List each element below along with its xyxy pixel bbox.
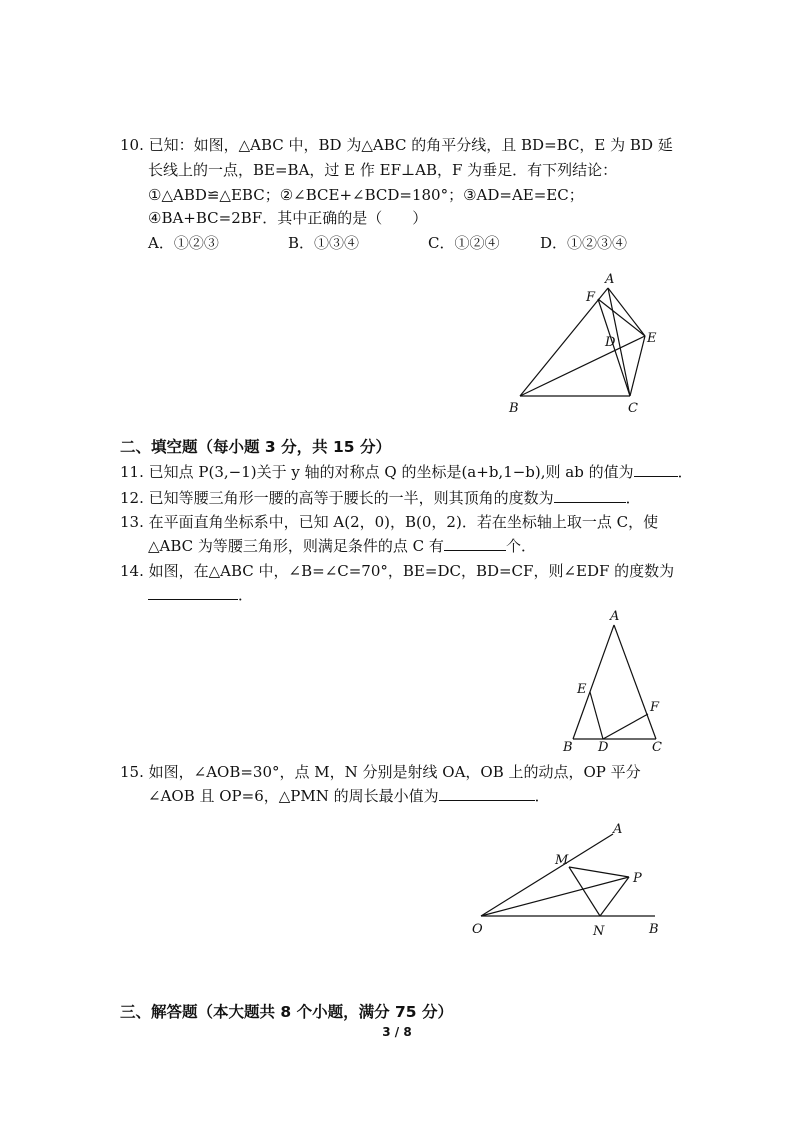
q10-line1: 10. 已知：如图，△ABC 中，BD 为△ABC 的角平分线，且 BD=BC，E 为 BD 延 [120,136,673,154]
q15-label-b: B [649,922,659,937]
q15-label-p: P [633,871,642,886]
q13-text: △ABC 为等腰三角形，则满足条件的点 C 有 [148,537,444,555]
q14-end: ． [238,586,254,604]
q15-label-a: A [613,822,623,837]
q15-figure [465,820,675,940]
q10-option-a: A．①②③ [148,234,219,252]
q14-answer-blank[interactable] [148,585,238,600]
q15-line1: 15. 如图，∠AOB=30°，点 M，N 分别是射线 OA，OB 上的动点，OP 平分 [120,763,641,781]
q12 [120,488,641,508]
q14-figure [560,605,680,755]
q14-label-f: F [650,700,660,715]
q10-label-a: A [605,272,615,287]
q10-option-b: B．①③④ [288,234,360,252]
q15-end: ． [534,787,550,805]
q15-answer-blank[interactable] [439,786,535,801]
q10-line3: ①△ABD≌△EBC；②∠BCE+∠BCD=180°；③AD=AE=EC； [148,186,584,204]
q12-text: 12. 已知等腰三角形一腰的高等于腰长的一半，则其顶角的度数为 [120,489,554,507]
q11-text: 11. 已知点 P(3,−1)关于 y 轴的对称点 Q 的坐标是(a+b,1−b),则 ab 的值为 [120,463,634,481]
q10-label-b: B [509,401,519,416]
q14-label-d: D [598,740,609,755]
q10-label-c: C [628,401,638,416]
q15-label-o: O [472,922,483,937]
section2-heading: 二、填空题（每小题 3 分，共 15 分） [120,438,391,456]
q14-label-c: C [652,740,662,755]
q15-text: ∠AOB 且 OP=6，△PMN 的周长最小值为 [148,787,439,805]
q10-figure [505,270,675,420]
q14-label-a: A [610,609,620,624]
q14-label-b: B [563,740,573,755]
page-number: 3 / 8 [382,1025,412,1039]
q15-line2 [148,786,550,806]
q11-answer-blank[interactable] [634,462,678,477]
q14-line1: 14. 如图，在△ABC 中，∠B=∠C=70°，BE=DC，BD=CF，则∠EDF 的度数为 [120,562,675,580]
q11 [120,462,693,482]
q10-option-d: D．①②③④ [540,234,628,252]
q12-end: ． [625,489,641,507]
q15-label-n: N [593,924,605,939]
q13-end: 个． [505,537,536,555]
section3-heading: 三、解答题（本大题共 8 个小题，满分 75 分） [120,1003,453,1021]
q14-label-e: E [577,682,587,697]
q14-line2 [148,585,253,605]
q12-answer-blank[interactable] [554,488,626,503]
q11-end: ． [677,463,693,481]
q13-answer-blank[interactable] [444,536,506,551]
q10-label-f: F [586,290,596,305]
q13-line2 [148,536,536,556]
q15-label-m: M [555,853,569,868]
q10-line4: ④BA+BC=2BF．其中正确的是（ ） [148,209,428,227]
q10-option-c: C．①②④ [428,234,500,252]
q10-label-d: D [605,335,616,350]
q13-line1: 13. 在平面直角坐标系中，已知 A(2，0)，B(0，2)．若在坐标轴上取一点 C，使 [120,513,659,531]
q10-line2: 长线上的一点，BE=BA，过 E 作 EF⊥AB，F 为垂足．有下列结论： [148,161,618,179]
q10-label-e: E [647,331,657,346]
